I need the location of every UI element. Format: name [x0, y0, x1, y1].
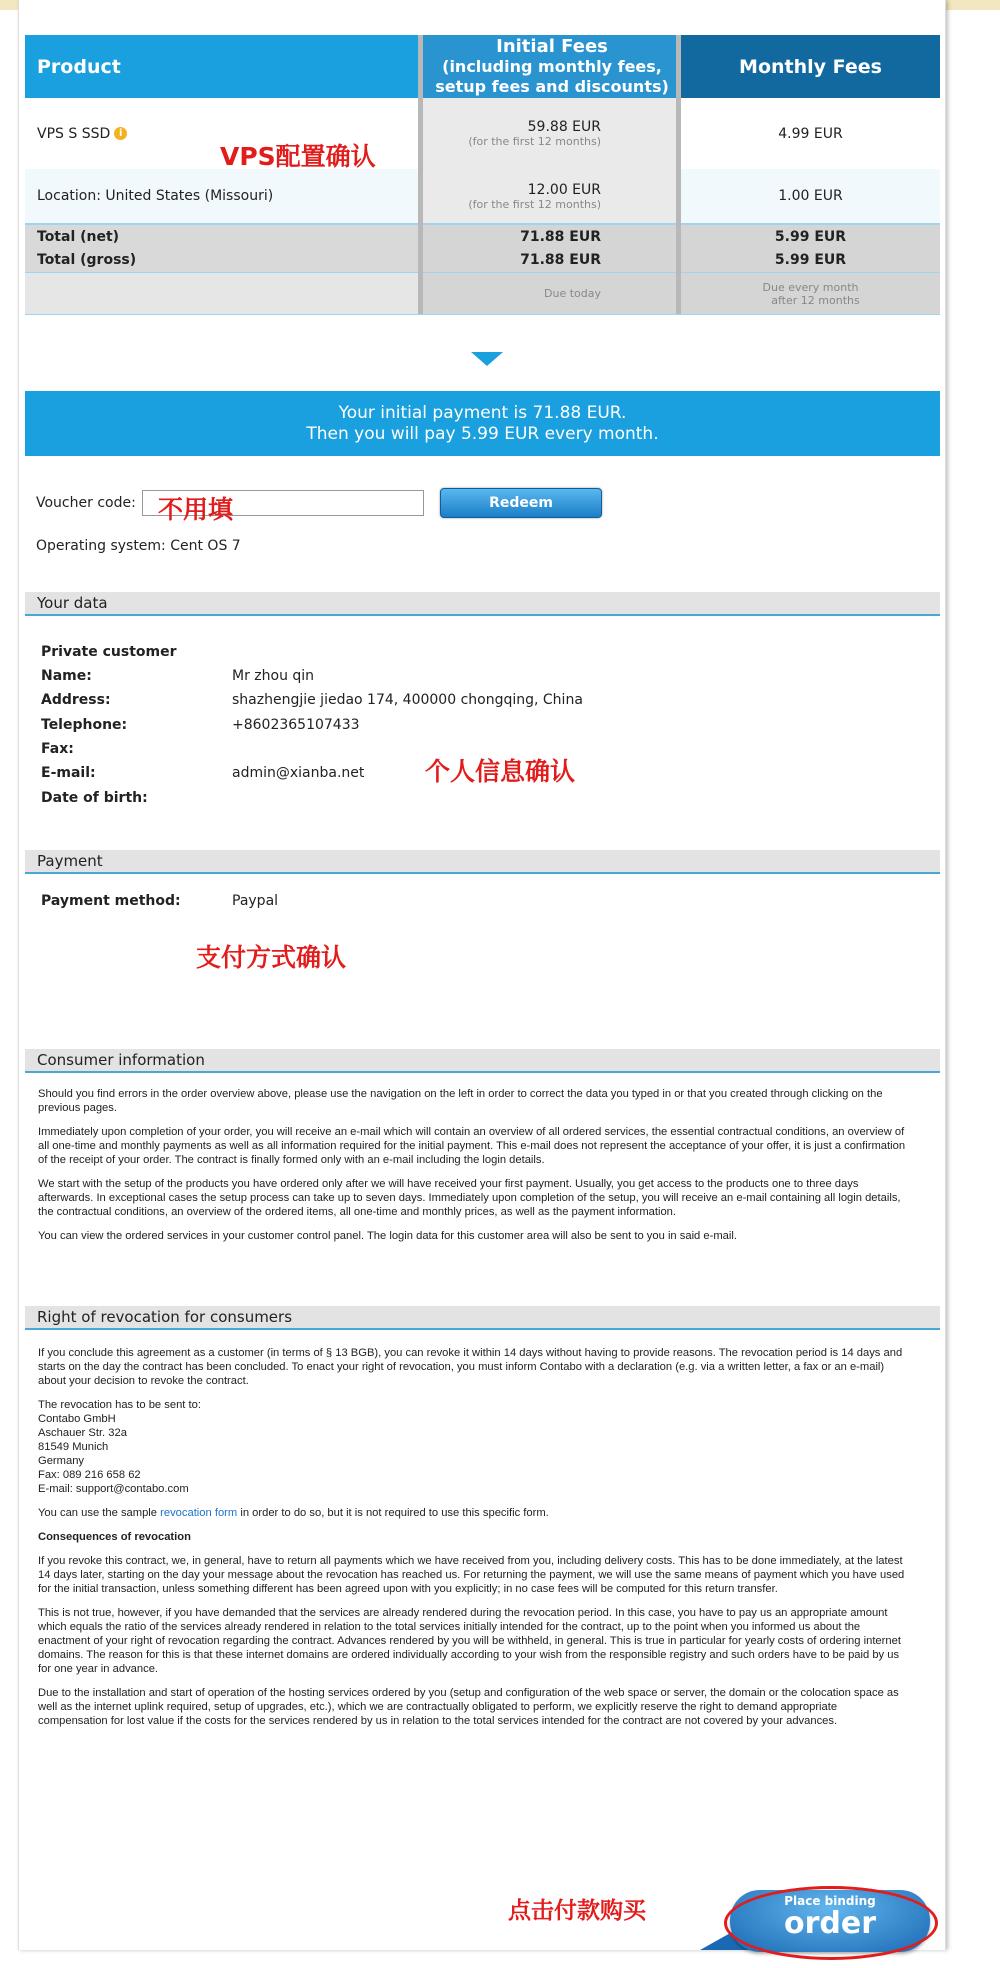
order-button-big-text: order — [783, 1906, 877, 1941]
annotation-payment: 支付方式确认 — [196, 943, 347, 972]
address-line: The revocation has to be sent to: — [38, 1399, 201, 1411]
fax-label: Fax: — [41, 741, 74, 757]
email-value: admin@xianba.net — [232, 765, 365, 781]
column-separator — [676, 35, 681, 314]
sample-form-paragraph — [38, 1506, 908, 1520]
revocation-form-link[interactable]: revocation form — [160, 1507, 238, 1519]
consequences-paragraph: Due to the installation and start of operation of the hosting services ordered by you (setup and configuration of the web space or server, the domain or the colocation space as well as the internet uplink required, setup of upgrades, etc.), which we are contractually obligated to perform, we explicitly reserve the right to demand appropriate compensation for lost value if the costs for the services rendered by us in relation to the total services intended for the contract are not covered by your advances. — [38, 1687, 899, 1727]
due-today: Due today — [423, 273, 681, 314]
voucher-label: Voucher code: — [36, 495, 136, 511]
column-separator — [418, 35, 423, 314]
consumer-info-paragraph: We start with the setup of the products you have ordered only after we will have received your first payment. Usually, you get access to the products one to three days afterwards. In exceptional cases the setup process can take up to seven days. Immediately upon completion of the setup, you will receive an e-mail containing all login details, the contractual conditions, an overview of the ordered items, all one-time and monthly prices, as well as the payment information. — [38, 1178, 901, 1218]
annotation-vps: VPS配置确认 — [220, 142, 376, 171]
annotation-personal: 个人信息确认 — [425, 757, 576, 786]
consumer-info-paragraph: Should you find errors in the order overview above, please use the navigation on the left in order to correct the data you typed in or that you created through clicking on the previous pages. — [38, 1088, 883, 1114]
due-empty — [25, 273, 423, 314]
revocation-paragraph: If you conclude this agreement as a customer (in terms of § 13 BGB), you can revoke it within 14 days without having to provide reasons. The revocation period is 14 days and starts on the day the contract has been concluded. To enact your right of revocation, you must inform Contabo with a declaration (e.g. via a written letter, a fax or an e-mail) about your decision to revoke the contract. — [38, 1347, 903, 1387]
payment-banner-line2: Then you will pay 5.99 EUR every month. — [306, 423, 659, 444]
address-line: Contabo GmbH — [38, 1413, 116, 1425]
monthly-cell: 4.99 EUR — [778, 125, 843, 142]
revocation-address — [38, 1398, 908, 1496]
total-net-monthly: 5.99 EUR — [681, 225, 940, 249]
monthly-cell: 1.00 EUR — [778, 188, 843, 204]
consequences-paragraph: This is not true, however, if you have demanded that the services are already rendered during the revocation period. In this case, you have to pay us an appropriate amount which equals the ratio of the services already rendered in relation to the total services initially intended for the contract, up to the point when you informed us about the enactment of your right of revocation regarding the contract. Advances rendered by you will be withheld, in general. This is true in particular for yearly costs of ordering internet domains. The reason for this is that these internet domains are ordered individually according to your wish from the responsible registry and such orders have to be paid by us for one year in advance. — [38, 1607, 901, 1675]
section-payment: Payment — [25, 850, 940, 874]
header-initial-title: Initial Fees — [496, 35, 608, 57]
revocation-text — [38, 1346, 908, 1738]
total-gross-label: Total (gross) — [37, 252, 137, 268]
address-line: 81549 Munich — [38, 1441, 109, 1453]
address-line: Fax: 089 216 658 62 — [38, 1469, 141, 1481]
dob-label: Date of birth: — [41, 790, 148, 806]
due-monthly-line1: Due every month — [762, 280, 859, 294]
product-name: VPS S SSD — [37, 125, 111, 142]
address-line: Germany — [38, 1455, 85, 1467]
redeem-button[interactable]: Redeem — [440, 488, 602, 518]
initial-note: (for the first 12 months) — [468, 197, 601, 211]
payment-banner — [25, 391, 940, 456]
header-monthly-fees: Monthly Fees — [681, 35, 940, 98]
section-consumer-information: Consumer information — [25, 1049, 940, 1073]
email-label: E-mail: — [41, 765, 96, 781]
total-gross-initial: 71.88 EUR — [423, 248, 681, 272]
table-row — [25, 98, 940, 170]
order-table — [25, 35, 940, 351]
initial-cell — [423, 98, 681, 169]
consumer-info-paragraph: You can view the ordered services in your customer control panel. The login data for this customer area will also be sent to you in said e-mail. — [38, 1230, 737, 1242]
initial-note: (for the first 12 months) — [468, 135, 601, 148]
annotation-order: 点击付款购买 — [508, 1898, 646, 1924]
payment-method-value: Paypal — [232, 893, 279, 909]
section-revocation: Right of revocation for consumers — [25, 1306, 940, 1330]
total-net-row — [25, 224, 940, 249]
header-initial-fees — [423, 35, 681, 98]
header-initial-sub2: setup fees and discounts) — [435, 76, 669, 96]
section-your-data: Your data — [25, 592, 940, 616]
due-monthly — [681, 273, 940, 314]
telephone-value: +8602365107433 — [232, 717, 360, 733]
total-gross-row — [25, 248, 940, 273]
table-row — [25, 169, 940, 224]
sample-text-after: in order to do so, but it is not required to use this specific form. — [237, 1507, 549, 1519]
initial-value: 12.00 EUR — [527, 181, 601, 198]
consequences-paragraph: If you revoke this contract, we, in general, have to return all payments which we have received from you, including delivery costs. This has to be done immediately, at the latest 14 days later, starting on the day your message about the revocation has reached us. For returning the payment, we will use the same means of payment which you have used for the initial transaction, unless something different has been agreed upon with you explicitly; in no case fees will be computed for this return transfer. — [38, 1555, 905, 1595]
initial-cell — [423, 169, 681, 223]
info-icon[interactable]: i — [114, 127, 127, 140]
consumer-information-text — [38, 1087, 908, 1253]
annotation-voucher: 不用填 — [158, 495, 234, 524]
address-line: Aschauer Str. 32a — [38, 1427, 127, 1439]
total-gross-monthly: 5.99 EUR — [681, 248, 940, 272]
name-value: Mr zhou qin — [232, 668, 315, 684]
consumer-info-paragraph: Immediately upon completion of your order, you will receive an e-mail which will contain an overview of all ordered services, the essential contractual conditions, an overview of all one-time and monthly payments as well as all information required for the initial payment. This e-mail does not represent the acceptance of your offer, it is just a confirmation of the receipt of your order. The contract is finally formed only with an e-mail including the login details. — [38, 1126, 906, 1166]
header-initial-sub1: (including monthly fees, — [442, 56, 662, 76]
payment-method-label: Payment method: — [41, 893, 181, 909]
payment-banner-line1: Your initial payment is 71.88 EUR. — [338, 402, 627, 423]
total-net-label: Total (net) — [37, 229, 120, 245]
header-product: Product — [25, 35, 423, 98]
consequences-title: Consequences of revocation — [38, 1531, 191, 1543]
customer-type: Private customer — [41, 644, 177, 660]
address-line: E-mail: support@contabo.com — [38, 1483, 189, 1495]
telephone-label: Telephone: — [41, 717, 128, 733]
total-net-initial: 71.88 EUR — [423, 225, 681, 249]
due-row — [25, 273, 940, 315]
address-label: Address: — [41, 692, 111, 708]
name-label: Name: — [41, 668, 92, 684]
highlight-ring — [724, 1886, 938, 1960]
due-monthly-line2: after 12 months — [771, 293, 860, 307]
address-value: shazhengjie jiedao 174, 400000 chongqing, China — [232, 692, 583, 708]
place-order-area — [700, 1882, 945, 1960]
order-button-small-text: Place binding — [784, 1894, 876, 1908]
product-cell: Location: United States (Missouri) — [37, 188, 274, 204]
operating-system: Operating system: Cent OS 7 — [36, 538, 241, 554]
initial-value: 59.88 EUR — [527, 119, 601, 135]
down-arrow-icon — [471, 352, 503, 366]
sample-text-before: You can use the sample — [38, 1507, 161, 1519]
